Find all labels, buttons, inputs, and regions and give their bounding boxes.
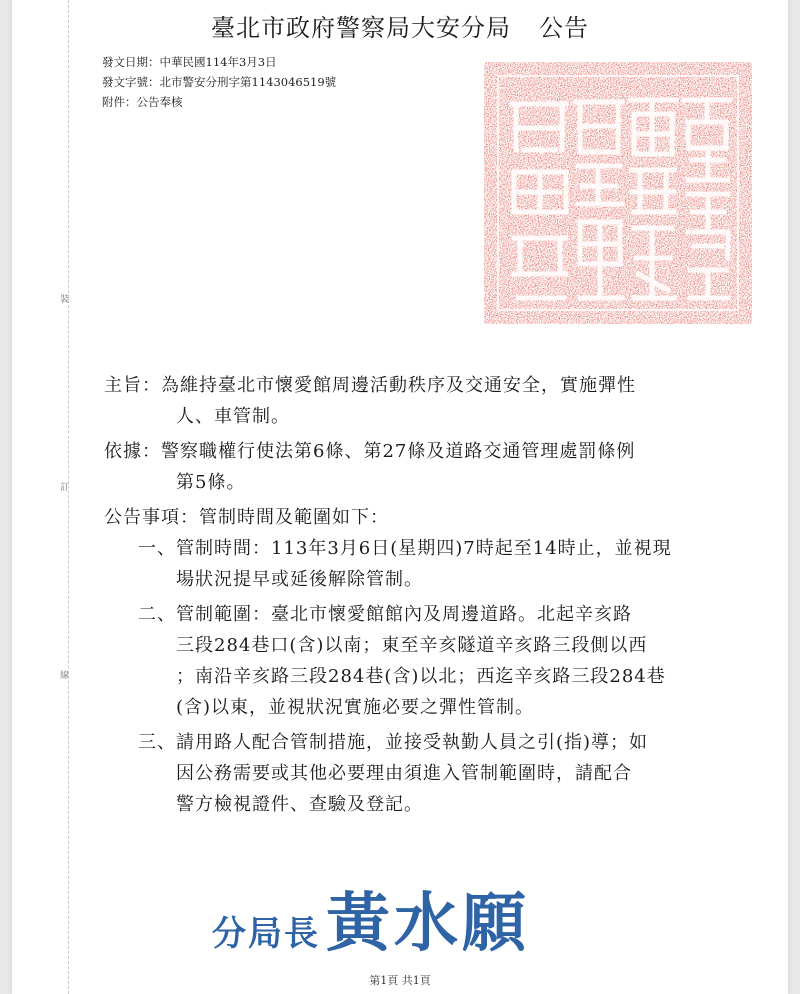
seal-graphic	[484, 62, 752, 324]
notice-heading: 公告事項：管制時間及範圍如下：	[104, 507, 389, 528]
notice-item-2	[104, 599, 744, 723]
item-2-line-1: 二、管制範圍：臺北市懷愛館館內及周邊道路。北起辛亥路	[138, 604, 632, 625]
item-3-line-2: 因公務需要或其他必要理由須進入管制範圍時，請配合	[176, 763, 632, 784]
notice-section	[104, 502, 744, 820]
signature-name: 黃水願	[326, 886, 530, 961]
notice-item-1	[104, 533, 744, 595]
subject-line-2: 人、車管制。	[176, 406, 290, 427]
title-org: 臺北市政府警察局大安分局	[211, 14, 511, 42]
document-page	[12, 0, 788, 994]
attachment: 附件：公告奉核	[102, 95, 183, 109]
binding-mark-1: 裝	[60, 295, 70, 305]
item-2-line-2: 三段284巷口(含)以南；東至辛亥隧道辛亥路三段側以西	[176, 635, 648, 656]
item-2-line-4: (含)以東，並視狀況實施必要之彈性管制。	[176, 697, 535, 718]
basis-section	[104, 436, 744, 498]
official-seal	[484, 62, 752, 324]
binding-line	[68, 0, 69, 994]
page-title	[12, 8, 788, 43]
item-1-line-1: 一、管制時間：113年3月6日(星期四)7時起至14時止，並視現	[138, 538, 672, 559]
reference-number: 發文字號：北市警安分刑字第1143046519號	[102, 75, 337, 89]
notice-body	[104, 370, 744, 820]
issue-date: 發文日期：中華民國114年3月3日	[102, 55, 277, 69]
page-footer: 第1頁 共1頁	[369, 974, 431, 987]
item-3-line-3: 警方檢視證件、查驗及登記。	[176, 794, 423, 815]
notice-item-3	[104, 727, 744, 820]
document-meta	[102, 52, 336, 112]
title-type: 公告	[539, 14, 589, 42]
binding-mark-3: 線	[60, 671, 70, 681]
binding-mark-2: 訂	[60, 483, 70, 493]
basis-line-2: 第5條。	[176, 472, 246, 493]
item-3-line-1: 三、請用路人配合管制措施，並接受執勤人員之引(指)導；如	[138, 732, 649, 753]
signature-stamp	[212, 872, 530, 964]
subject-line-1: 主旨：為維持臺北市懷愛館周邊活動秩序及交通安全，實施彈性	[104, 375, 636, 396]
basis-line-1: 依據：警察職權行使法第6條、第27條及道路交通管理處罰條例	[104, 441, 636, 462]
subject-section	[104, 370, 744, 432]
item-2-line-3: ；南沿辛亥路三段284巷(含)以北；西迄辛亥路三段284巷	[176, 666, 666, 687]
item-1-line-2: 場狀況提早或延後解除管制。	[176, 569, 423, 590]
signature-title: 分局長	[212, 914, 320, 954]
